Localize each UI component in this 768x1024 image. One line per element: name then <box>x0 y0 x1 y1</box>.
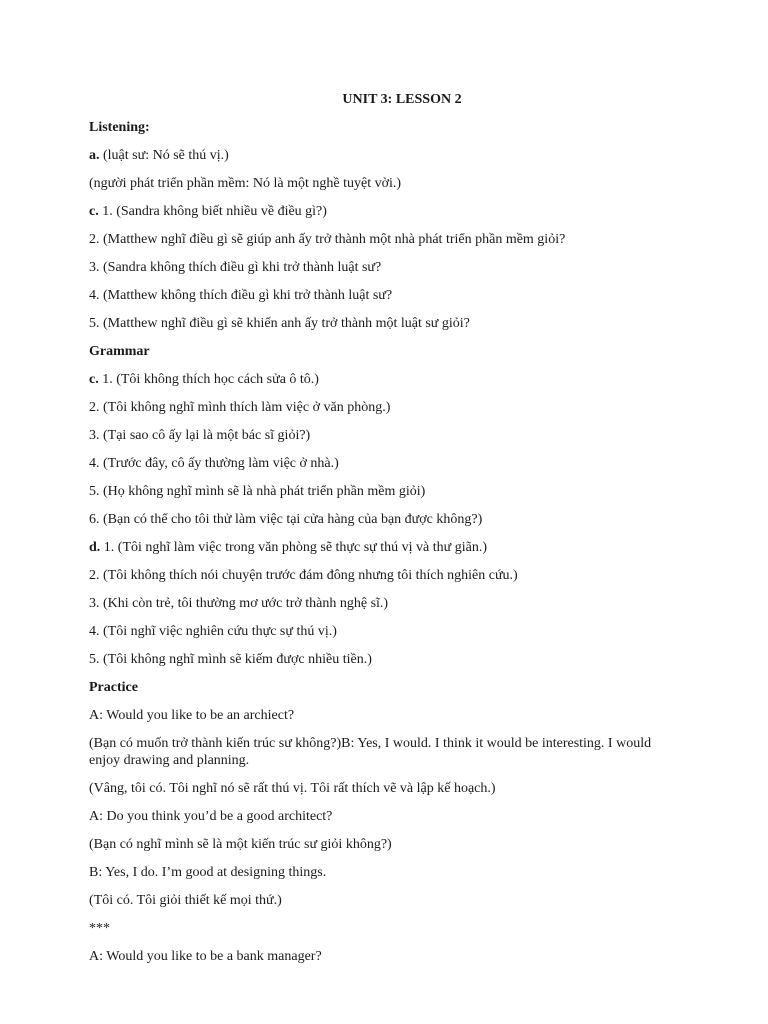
practice-line-9: A: Would you like to be a bank manager? <box>89 949 322 964</box>
listening-a <box>89 147 681 165</box>
practice-heading: Practice <box>89 680 138 695</box>
listening-c-text: 1. (Sandra không biết nhiều về điều gì?) <box>98 204 327 219</box>
grammar-c-prefix: c. <box>89 372 99 387</box>
grammar-d <box>89 539 681 557</box>
grammar-c <box>89 371 681 389</box>
grammar-c-5: 5. (Họ không nghĩ mình sẽ là nhà phát triển phần mềm giỏi) <box>89 484 426 499</box>
grammar-d-5: 5. (Tôi không nghĩ mình sẽ kiếm được nhiều tiền.) <box>89 652 372 667</box>
grammar-d-3: 3. (Khi còn trẻ, tôi thường mơ ước trở thành nghệ sĩ.) <box>89 596 389 611</box>
grammar-d-4: 4. (Tôi nghĩ việc nghiên cứu thực sự thú vị.) <box>89 624 337 639</box>
practice-line-5: (Bạn có nghĩ mình sẽ là một kiến trúc sư giỏi không?) <box>89 837 392 852</box>
practice-line-2: (Bạn có muốn trở thành kiến trúc sư không?)B: Yes, I would. I think it would be interesting. I would enjoy drawing and planning. <box>89 736 652 768</box>
practice-line-6: B: Yes, I do. I’m good at designing things. <box>89 865 327 880</box>
listening-a-prefix: a. <box>89 148 100 163</box>
grammar-c-6: 6. (Bạn có thể cho tôi thử làm việc tại cửa hàng của bạn được không?) <box>89 512 483 527</box>
listening-line-6: 4. (Matthew không thích điều gì khi trở thành luật sư? <box>89 288 393 303</box>
listening-line-7: 5. (Matthew nghĩ điều gì sẽ khiến anh ấy trở thành một luật sư giỏi? <box>89 316 470 331</box>
practice-line-4: A: Do you think you’d be a good architect? <box>89 809 333 824</box>
practice-line-1: A: Would you like to be an archiect? <box>89 708 295 723</box>
listening-a-text: (luật sư: Nó sẽ thú vị.) <box>99 148 229 163</box>
grammar-d-2: 2. (Tôi không thích nói chuyện trước đám đông nhưng tôi thích nghiên cứu.) <box>89 568 518 583</box>
practice-line-3: (Vâng, tôi có. Tôi nghĩ nó sẽ rất thú vị. Tôi rất thích vẽ và lập kế hoạch.) <box>89 781 496 796</box>
listening-heading: Listening: <box>89 120 150 135</box>
grammar-d-prefix: d. <box>89 540 101 555</box>
listening-line-2: (người phát triển phần mềm: Nó là một nghề tuyệt vời.) <box>89 176 402 191</box>
listening-line-5: 3. (Sandra không thích điều gì khi trở thành luật sư? <box>89 260 382 275</box>
grammar-heading: Grammar <box>89 344 150 359</box>
grammar-c-text: 1. (Tôi không thích học cách sửa ô tô.) <box>98 372 319 387</box>
grammar-c-3: 3. (Tại sao cô ấy lại là một bác sĩ giỏi?) <box>89 428 311 443</box>
listening-c-prefix: c. <box>89 204 99 219</box>
document-body <box>89 119 681 976</box>
grammar-c-2: 2. (Tôi không nghĩ mình thích làm việc ở văn phòng.) <box>89 400 391 415</box>
listening-line-4: 2. (Matthew nghĩ điều gì sẽ giúp anh ấy trở thành một nhà phát triển phần mềm giỏi? <box>89 232 566 247</box>
grammar-c-4: 4. (Trước đây, cô ấy thường làm việc ở nhà.) <box>89 456 339 471</box>
grammar-d-text: 1. (Tôi nghĩ làm việc trong văn phòng sẽ thực sự thú vị và thư giãn.) <box>100 540 487 555</box>
page-title: UNIT 3: LESSON 2 <box>342 92 462 107</box>
practice-separator: *** <box>89 921 110 936</box>
listening-c <box>89 203 681 221</box>
practice-line-7: (Tôi có. Tôi giỏi thiết kế mọi thứ.) <box>89 893 282 908</box>
